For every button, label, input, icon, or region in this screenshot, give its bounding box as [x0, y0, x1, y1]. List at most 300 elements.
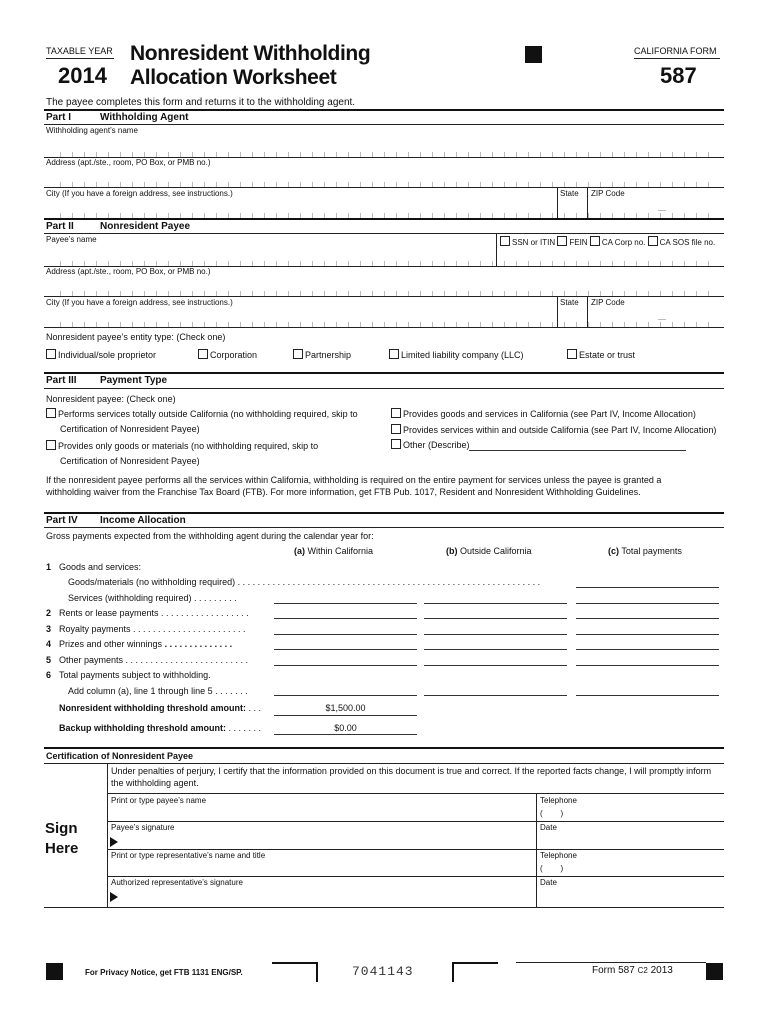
line6-col-a-field[interactable] — [274, 695, 417, 696]
part2-title: Nonresident Payee — [100, 221, 191, 232]
line5-col-c-field[interactable] — [576, 665, 719, 666]
payment-goods-services-ca-option[interactable] — [391, 408, 696, 420]
comb-tick — [552, 152, 553, 157]
comb-tick — [612, 291, 613, 296]
comb-tick — [264, 182, 265, 187]
line3-col-b-field[interactable] — [424, 634, 567, 635]
entity-llc-option[interactable] — [389, 349, 524, 361]
payee-state-label: State — [560, 298, 579, 307]
comb-tick — [540, 152, 541, 157]
comb-tick — [420, 213, 421, 218]
comb-tick — [540, 182, 541, 187]
threshold-label: Nonresident withholding threshold amount: . . . — [59, 703, 262, 713]
comb-tick — [240, 152, 241, 157]
comb-tick — [396, 322, 397, 327]
comb-tick — [336, 322, 337, 327]
payee-signature-field[interactable] — [122, 834, 532, 848]
line2-number: 2 — [46, 608, 52, 618]
comb-tick — [528, 261, 529, 266]
sign-here-label-2: Here — [45, 840, 79, 857]
comb-tick — [180, 261, 181, 266]
line4-col-b-field[interactable] — [424, 649, 567, 650]
comb-tick — [468, 291, 469, 296]
comb-tick — [540, 322, 541, 327]
comb-tick — [276, 322, 277, 327]
comb-tick — [588, 213, 589, 218]
comb-tick — [408, 322, 409, 327]
form-reference: Form 587 C2 2013 — [592, 965, 673, 976]
comb-tick — [492, 291, 493, 296]
comb-tick — [228, 213, 229, 218]
comb-tick — [636, 291, 637, 296]
comb-tick — [624, 182, 625, 187]
comb-tick — [456, 152, 457, 157]
comb-tick — [696, 322, 697, 327]
services-outside-label: Performs services totally outside California (no withholding required, skip to — [58, 409, 358, 419]
entity-corporation-checkbox[interactable] — [198, 349, 208, 359]
entity-estate-option[interactable] — [567, 349, 635, 361]
comb-tick — [300, 182, 301, 187]
payee-zip-field[interactable] — [591, 309, 721, 326]
agent-address-label: Address (apt./ste., room, PO Box, or PMB no.) — [46, 158, 211, 167]
comb-tick — [528, 182, 529, 187]
comb-tick — [240, 261, 241, 266]
comb-tick — [348, 291, 349, 296]
comb-tick — [600, 291, 601, 296]
line1-number: 1 — [46, 562, 52, 572]
comb-tick — [216, 182, 217, 187]
comb-tick — [72, 261, 73, 266]
comb-tick — [312, 213, 313, 218]
comb-tick — [120, 152, 121, 157]
comb-tick — [264, 213, 265, 218]
comb-tick — [300, 152, 301, 157]
comb-tick — [384, 182, 385, 187]
comb-tick — [216, 213, 217, 218]
ca-corp-label: CA Corp no. — [601, 238, 646, 247]
comb-tick — [180, 213, 181, 218]
comb-tick — [576, 182, 577, 187]
other-checkbox[interactable] — [391, 439, 401, 449]
comb-tick — [696, 152, 697, 157]
comb-tick — [216, 152, 217, 157]
comb-tick — [672, 291, 673, 296]
comb-tick — [504, 152, 505, 157]
comb-tick — [384, 213, 385, 218]
comb-tick — [360, 261, 361, 266]
ca-sos-option[interactable] — [648, 238, 716, 247]
fein-label: FEIN — [569, 238, 588, 247]
comb-tick — [660, 152, 661, 157]
comb-tick — [672, 322, 673, 327]
line1b-col-b-field[interactable] — [424, 603, 567, 604]
comb-tick — [552, 261, 553, 266]
ca-corp-checkbox[interactable] — [590, 236, 600, 246]
comb-tick — [456, 291, 457, 296]
comb-tick — [588, 261, 589, 266]
comb-tick — [624, 261, 625, 266]
payment-note-line1: If the nonresident payee performs all the services within California, withholding is required on the entire payment for services unless the payee is granted a — [46, 475, 662, 485]
comb-tick — [300, 291, 301, 296]
tax-year: 2014 — [58, 63, 107, 88]
entity-llc-label: Limited liability company (LLC) — [401, 350, 524, 360]
comb-tick — [384, 291, 385, 296]
comb-tick — [288, 322, 289, 327]
comb-tick — [324, 213, 325, 218]
entity-corporation-option[interactable] — [198, 349, 257, 361]
comb-tick — [204, 291, 205, 296]
payee-telephone-label: Telephone — [540, 796, 577, 805]
comb-tick — [108, 261, 109, 266]
comb-tick — [624, 291, 625, 296]
line3-label: Royalty payments . . . . . . . . . . . . . . . . . . . . . . . — [59, 624, 246, 634]
comb-tick — [504, 322, 505, 327]
comb-tick — [252, 261, 253, 266]
comb-tick — [156, 213, 157, 218]
comb-tick — [132, 213, 133, 218]
line3-col-c-field[interactable] — [576, 634, 719, 635]
comb-tick — [228, 152, 229, 157]
form-title-line1: Nonresident Withholding — [130, 42, 371, 65]
comb-tick — [396, 291, 397, 296]
comb-tick — [348, 182, 349, 187]
comb-tick — [480, 322, 481, 327]
comb-tick — [636, 152, 637, 157]
payee-print-name-field[interactable] — [111, 806, 531, 820]
part4-title: Income Allocation — [100, 515, 186, 526]
entity-llc-checkbox[interactable] — [389, 349, 399, 359]
comb-tick — [360, 213, 361, 218]
payee-date-label: Date — [540, 823, 557, 832]
payee-city-label: City (If you have a foreign address, see instructions.) — [46, 298, 233, 307]
ssn-checkbox[interactable] — [500, 236, 510, 246]
fein-option[interactable] — [557, 238, 587, 247]
comb-tick — [72, 152, 73, 157]
payment-services-outside-option[interactable] — [46, 408, 358, 420]
comb-tick — [408, 182, 409, 187]
comb-tick — [60, 291, 61, 296]
ca-corp-option[interactable] — [590, 238, 646, 247]
comb-tick — [444, 182, 445, 187]
comb-tick — [60, 213, 61, 218]
comb-tick — [552, 213, 553, 218]
rep-name-label: Print or type representative’s name and title — [111, 851, 266, 860]
entity-individual-checkbox[interactable] — [46, 349, 56, 359]
comb-tick — [684, 182, 685, 187]
comb-tick — [684, 322, 685, 327]
comb-tick — [276, 291, 277, 296]
ca-sos-label: CA SOS file no. — [659, 238, 716, 247]
comb-tick — [264, 322, 265, 327]
rep-signature-field[interactable] — [122, 889, 532, 903]
comb-tick — [288, 291, 289, 296]
ssn-option[interactable] — [500, 238, 555, 247]
comb-tick — [444, 213, 445, 218]
comb-tick — [276, 261, 277, 266]
comb-tick — [432, 322, 433, 327]
comb-tick — [504, 213, 505, 218]
comb-tick — [276, 213, 277, 218]
comb-tick — [144, 291, 145, 296]
comb-tick — [180, 291, 181, 296]
ca-sos-checkbox[interactable] — [648, 236, 658, 246]
comb-tick — [180, 152, 181, 157]
comb-tick — [540, 291, 541, 296]
comb-tick — [564, 152, 565, 157]
line6-col-b-field[interactable] — [424, 695, 567, 696]
line5-col-a-field[interactable] — [274, 665, 417, 666]
comb-tick — [156, 182, 157, 187]
comb-tick — [60, 182, 61, 187]
comb-tick — [456, 213, 457, 218]
services-outside-checkbox[interactable] — [46, 408, 56, 418]
part1-title: Withholding Agent — [100, 112, 189, 123]
payment-goods-only-option[interactable] — [46, 440, 318, 452]
comb-tick — [648, 213, 649, 218]
comb-tick — [624, 322, 625, 327]
line2-col-c-field[interactable] — [576, 618, 719, 619]
comb-tick — [144, 261, 145, 266]
other-label: Other (Describe) — [403, 440, 470, 450]
comb-tick — [348, 213, 349, 218]
line4-col-a-field[interactable] — [274, 649, 417, 650]
entity-partnership-checkbox[interactable] — [293, 349, 303, 359]
comb-tick — [144, 322, 145, 327]
comb-tick — [84, 291, 85, 296]
comb-tick — [660, 213, 661, 218]
line4-label: Prizes and other winnings . . . . . . . . . . . . . . — [59, 639, 233, 649]
col-c-header: (c) Total payments — [608, 546, 682, 556]
entity-estate-checkbox[interactable] — [567, 349, 577, 359]
comb-tick — [684, 261, 685, 266]
comb-tick — [252, 291, 253, 296]
agent-city-label: City (If you have a foreign address, see instructions.) — [46, 189, 233, 198]
comb-tick — [504, 261, 505, 266]
comb-tick — [540, 261, 541, 266]
comb-tick — [648, 322, 649, 327]
line4-number: 4 — [46, 639, 52, 649]
goods-only-checkbox[interactable] — [46, 440, 56, 450]
comb-tick — [684, 152, 685, 157]
payee-date-field[interactable] — [540, 834, 720, 848]
payee-id-type-group — [500, 236, 715, 248]
california-form-label: CALIFORNIA FORM — [634, 46, 717, 56]
fein-checkbox[interactable] — [557, 236, 567, 246]
comb-tick — [360, 322, 361, 327]
part4-label: Part IV — [46, 515, 78, 526]
line2-col-b-field[interactable] — [424, 618, 567, 619]
comb-tick — [312, 152, 313, 157]
line1a-col-c-field[interactable] — [576, 587, 719, 588]
comb-tick — [468, 322, 469, 327]
comb-tick — [660, 291, 661, 296]
comb-tick — [108, 213, 109, 218]
comb-tick — [492, 152, 493, 157]
comb-tick — [420, 291, 421, 296]
comb-tick — [240, 291, 241, 296]
taxable-year-label: TAXABLE YEAR — [46, 46, 113, 56]
line2-col-a-field[interactable] — [274, 618, 417, 619]
comb-tick — [480, 152, 481, 157]
comb-tick — [408, 152, 409, 157]
comb-tick — [708, 322, 709, 327]
comb-tick — [480, 291, 481, 296]
agent-zip-label: ZIP Code — [591, 189, 625, 198]
comb-tick — [492, 261, 493, 266]
comb-tick — [504, 182, 505, 187]
comb-tick — [72, 291, 73, 296]
comb-tick — [348, 152, 349, 157]
comb-tick — [156, 152, 157, 157]
comb-tick — [288, 152, 289, 157]
comb-tick — [588, 291, 589, 296]
payee-name-field[interactable] — [46, 246, 494, 265]
comb-tick — [660, 261, 661, 266]
comb-tick — [564, 261, 565, 266]
comb-tick — [192, 182, 193, 187]
line4-col-c-field[interactable] — [576, 649, 719, 650]
comb-tick — [468, 261, 469, 266]
payment-services-within-outside-option[interactable] — [391, 424, 716, 436]
line1b-label: Services (withholding required) . . . . . . . . . — [68, 593, 237, 603]
rep-name-field[interactable] — [111, 862, 531, 876]
threshold-value: $1,500.00 — [325, 703, 366, 713]
comb-tick — [612, 182, 613, 187]
comb-tick — [156, 322, 157, 327]
comb-tick — [600, 213, 601, 218]
line5-col-b-field[interactable] — [424, 665, 567, 666]
comb-tick — [360, 152, 361, 157]
comb-tick — [324, 261, 325, 266]
comb-tick — [420, 182, 421, 187]
comb-tick — [528, 213, 529, 218]
comb-tick — [456, 182, 457, 187]
entity-individual-option[interactable] — [46, 349, 156, 361]
comb-tick — [384, 261, 385, 266]
comb-tick — [228, 261, 229, 266]
part2-label: Part II — [46, 221, 74, 232]
form-title-line2: Allocation Worksheet — [130, 66, 337, 89]
comb-tick — [228, 182, 229, 187]
comb-tick — [468, 182, 469, 187]
comb-tick — [636, 182, 637, 187]
line1-label: Goods and services: — [59, 562, 142, 572]
comb-tick — [396, 152, 397, 157]
comb-tick — [660, 182, 661, 187]
line5-number: 5 — [46, 655, 52, 665]
comb-tick — [72, 213, 73, 218]
comb-tick — [528, 152, 529, 157]
comb-tick — [672, 182, 673, 187]
comb-tick — [312, 182, 313, 187]
comb-tick — [120, 322, 121, 327]
comb-tick — [252, 322, 253, 327]
comb-tick — [120, 261, 121, 266]
line1b-col-c-field[interactable] — [576, 603, 719, 604]
comb-tick — [156, 261, 157, 266]
comb-tick — [444, 322, 445, 327]
comb-tick — [288, 261, 289, 266]
comb-tick — [72, 182, 73, 187]
comb-tick — [708, 182, 709, 187]
services-within-outside-label: Provides services within and outside California (see Part IV, Income Allocation) — [403, 425, 717, 435]
part4-intro: Gross payments expected from the withholding agent during the calendar year for: — [46, 531, 374, 541]
comb-tick — [444, 152, 445, 157]
comb-tick — [576, 213, 577, 218]
payment-other-option[interactable] — [391, 439, 470, 451]
comb-tick — [240, 182, 241, 187]
comb-tick — [612, 261, 613, 266]
comb-tick — [648, 261, 649, 266]
rep-telephone-field[interactable]: ( ) — [540, 864, 564, 873]
comb-tick — [516, 261, 517, 266]
comb-tick — [60, 261, 61, 266]
comb-tick — [312, 322, 313, 327]
comb-tick — [516, 291, 517, 296]
line6-label-1: Total payments subject to withholding. — [59, 670, 211, 680]
comb-tick — [324, 291, 325, 296]
comb-tick — [336, 213, 337, 218]
agent-state-label: State — [560, 189, 579, 198]
comb-tick — [216, 261, 217, 266]
goods-services-ca-label: Provides goods and services in California (see Part IV, Income Allocation) — [403, 409, 696, 419]
comb-tick — [480, 261, 481, 266]
comb-tick — [204, 182, 205, 187]
comb-tick — [264, 152, 265, 157]
comb-tick — [456, 322, 457, 327]
comb-tick — [600, 322, 601, 327]
comb-tick — [84, 213, 85, 218]
comb-tick — [696, 261, 697, 266]
comb-tick — [540, 213, 541, 218]
comb-tick — [108, 152, 109, 157]
comb-tick — [432, 261, 433, 266]
comb-tick — [396, 261, 397, 266]
entity-partnership-option[interactable] — [293, 349, 351, 361]
line6-col-c-field[interactable] — [576, 695, 719, 696]
comb-tick — [444, 291, 445, 296]
services-within-outside-checkbox[interactable] — [391, 424, 401, 434]
agent-zip-field[interactable] — [591, 200, 721, 217]
ssn-label: SSN or ITIN — [512, 238, 556, 247]
comb-tick — [84, 152, 85, 157]
comb-tick — [300, 213, 301, 218]
payee-telephone-field[interactable]: ( ) — [540, 809, 564, 818]
comb-tick — [636, 261, 637, 266]
goods-services-ca-checkbox[interactable] — [391, 408, 401, 418]
comb-tick — [204, 261, 205, 266]
comb-tick — [264, 291, 265, 296]
payment-check-one: Nonresident payee: (Check one) — [46, 394, 176, 404]
rep-date-field[interactable] — [540, 889, 720, 903]
line3-col-a-field[interactable] — [274, 634, 417, 635]
comb-tick — [564, 291, 565, 296]
payee-zip-label: ZIP Code — [591, 298, 625, 307]
form-number: 587 — [660, 63, 697, 88]
comb-tick — [120, 291, 121, 296]
comb-tick — [288, 213, 289, 218]
sign-here-label-1: Sign — [45, 820, 78, 837]
rep-telephone-label: Telephone — [540, 851, 577, 860]
comb-tick — [660, 322, 661, 327]
line1a-label: Goods/materials (no withholding required) . . . . . . . . . . . . . . . . . . . . . . . . . . . . . . . . . . . . . . . . . . . . . . . . . . . . . . . . . . . . . — [68, 577, 541, 587]
comb-tick — [636, 322, 637, 327]
comb-tick — [216, 291, 217, 296]
comb-tick — [96, 291, 97, 296]
other-describe-field[interactable] — [469, 450, 686, 451]
comb-tick — [360, 182, 361, 187]
line1b-col-a-field[interactable] — [274, 603, 417, 604]
